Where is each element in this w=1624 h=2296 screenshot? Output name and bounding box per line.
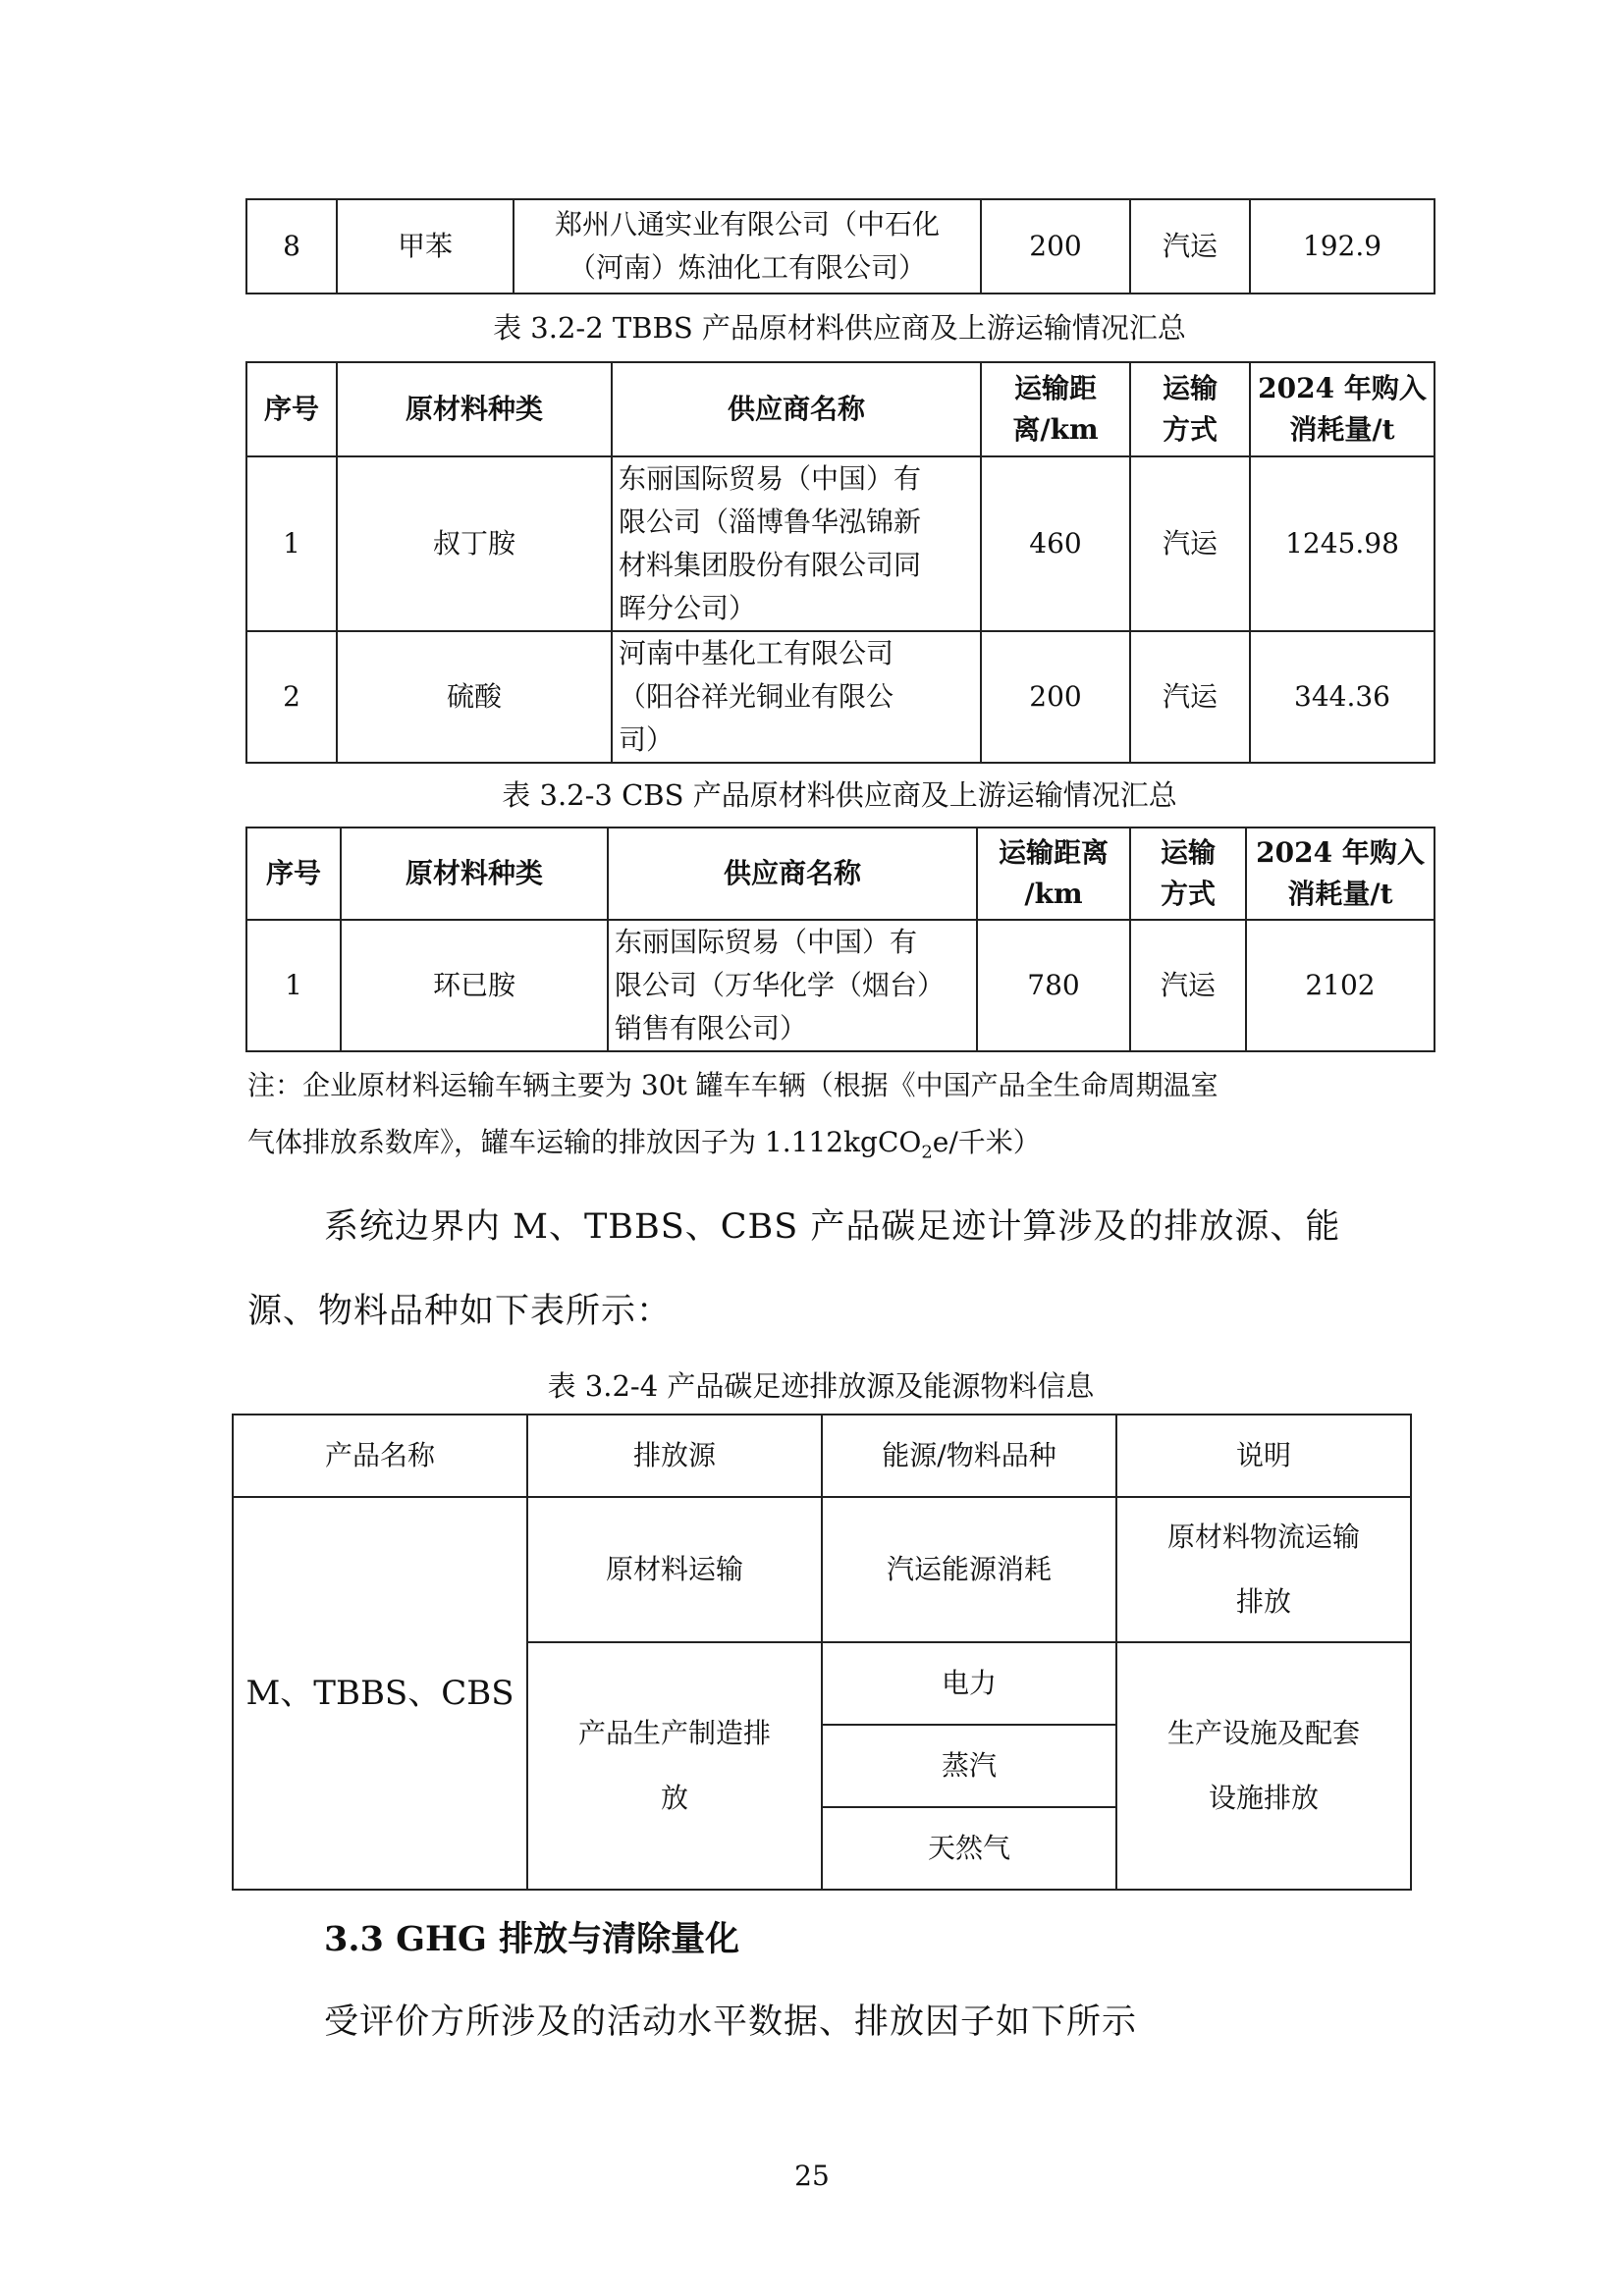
note-line-2 [247,1121,1041,1163]
cell-mode: 汽运 [1130,920,1246,1051]
cell-material: 叔丁胺 [337,456,612,631]
paragraph-line-1: 系统边界内 M、TBBS、CBS 产品碳足迹计算涉及的排放源、能 [324,1207,1341,1247]
cell-no: 1 [246,456,337,631]
table-cbs-suppliers [245,827,1435,1052]
header-amount: 2024 年购入 消耗量/t [1246,828,1435,920]
table-row [246,920,1435,1051]
cell-amount: 344.36 [1250,631,1435,763]
header-no: 序号 [246,362,337,456]
cell-mode: 汽运 [1130,456,1250,631]
section-text: 受评价方所涉及的活动水平数据、排放因子如下所示 [324,2002,1138,2042]
cell-no: 2 [246,631,337,763]
table-tbbs-suppliers [245,361,1435,764]
note-line-2-text: 气体排放系数库》，罐车运输的排放因子为 1.112kgCO [247,1126,922,1158]
cell-energy: 蒸汽 [822,1725,1116,1807]
header-amount: 2024 年购入 消耗量/t [1250,362,1435,456]
cell-amount: 1245.98 [1250,456,1435,631]
page-number: 25 [794,2160,830,2192]
cell-material: 环已胺 [341,920,608,1051]
table-caption-3-2-3: 表 3.2-3 CBS 产品原材料供应商及上游运输情况汇总 [502,778,1177,812]
table-row [233,1497,1411,1642]
cell-amount: 2102 [1246,920,1435,1051]
paragraph-line-2: 源、物料品种如下表所示： [247,1292,673,1331]
header-mode: 运输 方式 [1130,362,1250,456]
table-header-row [233,1415,1411,1497]
note-subscript: 2 [921,1142,933,1163]
cell-supplier: 东丽国际贸易（中国）有 限公司（淄博鲁华泓锦新 材料集团股份有限公司同 晖分公司） [612,456,981,631]
table-header-row [246,362,1435,456]
header-energy: 能源/物料品种 [822,1415,1116,1497]
table-header-row [246,828,1435,920]
header-description: 说明 [1116,1415,1411,1497]
header-supplier: 供应商名称 [612,362,981,456]
cell-description: 原材料物流运输 排放 [1116,1497,1411,1642]
table-emission-sources [232,1414,1412,1891]
cell-amount: 192.9 [1250,199,1435,294]
cell-supplier: 东丽国际贸易（中国）有 限公司（万华化学（烟台） 销售有限公司） [608,920,977,1051]
cell-description: 生产设施及配套 设施排放 [1116,1642,1411,1890]
header-source: 排放源 [527,1415,822,1497]
header-material: 原材料种类 [337,362,612,456]
cell-distance: 460 [981,456,1130,631]
cell-mode: 汽运 [1130,631,1250,763]
cell-source: 产品生产制造排 放 [527,1642,822,1890]
header-supplier: 供应商名称 [608,828,977,920]
cell-product: M、TBBS、CBS [233,1497,527,1890]
table-caption-3-2-2: 表 3.2-2 TBBS 产品原材料供应商及上游运输情况汇总 [493,311,1186,345]
cell-mode: 汽运 [1130,199,1250,294]
cell-no: 1 [246,920,341,1051]
table-row [246,456,1435,631]
table-continuation [245,198,1435,294]
section-heading: 3.3 GHG 排放与清除量化 [324,1919,740,1959]
header-mode: 运输 方式 [1130,828,1246,920]
header-distance: 运输距 离/km [981,362,1130,456]
header-product: 产品名称 [233,1415,527,1497]
header-no: 序号 [246,828,341,920]
cell-distance: 200 [981,199,1130,294]
cell-distance: 200 [981,631,1130,763]
table-row [246,631,1435,763]
note-line-2-end: e/千米） [932,1126,1041,1158]
cell-energy: 电力 [822,1642,1116,1725]
cell-energy: 天然气 [822,1807,1116,1890]
header-material: 原材料种类 [341,828,608,920]
table-caption-3-2-4: 表 3.2-4 产品碳足迹排放源及能源物料信息 [547,1369,1095,1403]
table-row [246,199,1435,294]
cell-distance: 780 [977,920,1130,1051]
header-distance: 运输距离 /km [977,828,1130,920]
cell-material: 甲苯 [337,199,514,294]
cell-supplier: 河南中基化工有限公司 （阳谷祥光铜业有限公 司） [612,631,981,763]
note-line-1: 注：企业原材料运输车辆主要为 30t 罐车车辆（根据《中国产品全生命周期温室 [247,1069,1218,1101]
cell-material: 硫酸 [337,631,612,763]
cell-source: 原材料运输 [527,1497,822,1642]
cell-energy: 汽运能源消耗 [822,1497,1116,1642]
cell-no: 8 [246,199,337,294]
cell-supplier: 郑州八通实业有限公司（中石化 （河南）炼油化工有限公司） [514,199,981,294]
